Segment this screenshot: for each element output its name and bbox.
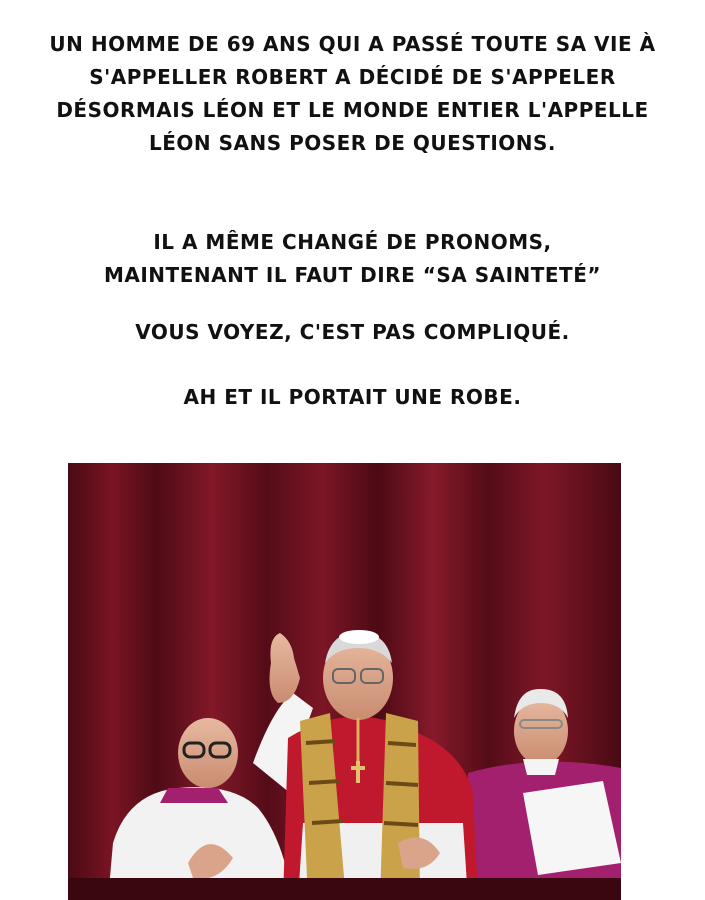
balcony-photo	[68, 463, 621, 900]
caption-paragraph-1	[0, 28, 705, 160]
balcony-illustration	[68, 463, 621, 900]
caption-text-1: UN HOMME DE 69 ANS QUI A PASSÉ TOUTE SA VIE À S'APPELLER ROBERT A DÉCIDÉ DE S'APPELER DÉSORMAIS LÉON ET LE MONDE ENTIER L'APPELLE LÉON SANS POSER DE QUESTIONS.	[49, 32, 656, 155]
caption-paragraph-4	[0, 381, 705, 414]
caption-text-2: IL A MÊME CHANGÉ DE PRONOMS, MAINTENANT IL FAUT DIRE “SA SAINTETÉ”	[103, 230, 602, 287]
caption-text-4: AH ET IL PORTAIT UNE ROBE.	[183, 385, 522, 409]
caption-paragraph-2	[0, 226, 705, 292]
balcony-rail	[68, 878, 621, 900]
caption-text-3: VOUS VOYEZ, C'EST PAS COMPLIQUÉ.	[135, 320, 570, 344]
white-zucchetto	[339, 630, 379, 644]
caption-paragraph-3	[0, 316, 705, 349]
